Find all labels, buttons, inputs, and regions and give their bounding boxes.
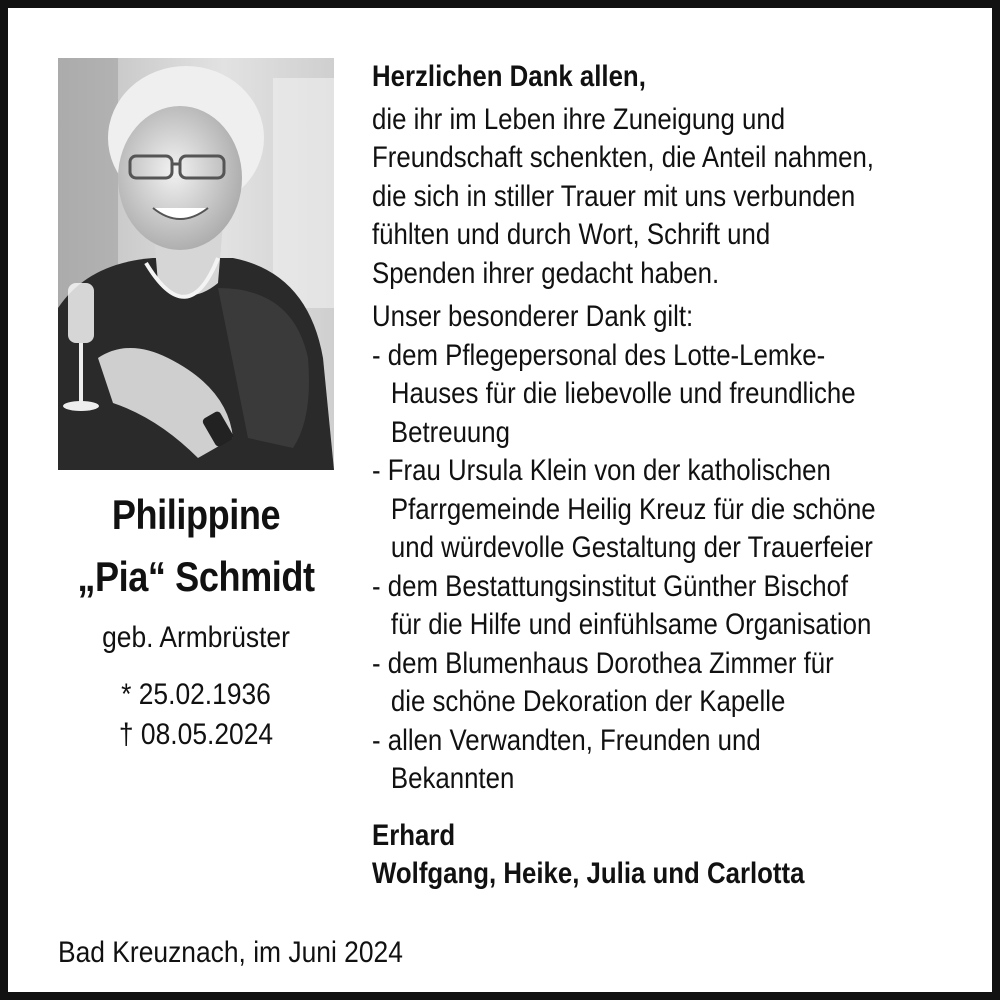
thanks-item-line: die schöne Dekoration der Kapelle [390,685,786,718]
birth-date: * 25.02.1936 [121,678,271,711]
intro-line: fühlten und durch Wort, Schrift und [372,218,771,251]
death-date: † 08.05.2024 [118,718,274,751]
birth-name: geb. Armbrüster [102,621,290,654]
thanks-item-line: - dem Blumenhaus Dorothea Zimmer für [372,646,834,680]
signature-line: Erhard [372,818,456,852]
portrait-photo-icon [58,58,334,470]
thanks-item-line: Bekannten [390,762,515,795]
thanks-item-line: - dem Bestattungsinstitut Günther Bischof [372,569,849,603]
thanks-item-line: - allen Verwandten, Freunden und [372,723,761,757]
deceased-first-name: Philippine [111,491,281,538]
deceased-nickname-surname: „Pia“ Schmidt [77,553,315,600]
portrait-photo [58,58,334,470]
intro-line: die sich in stiller Trauer mit uns verbunden [372,179,856,213]
thanks-text [372,58,982,894]
thanks-item-line: für die Hilfe und einfühlsame Organisation [390,608,872,641]
thanks-item-line: - Frau Ursula Klein von der katholischen [372,454,831,487]
special-thanks-heading: Unser besonderer Dank gilt: [372,300,694,333]
intro-line: Freundschaft schenkten, die Anteil nahmen, [372,141,874,174]
thanks-heading: Herzlichen Dank allen, [372,60,646,93]
signature-line: Wolfgang, Heike, Julia und Carlotta [372,857,805,890]
intro-line: Spenden ihrer gedacht haben. [372,256,720,290]
thanks-item-line: Hauses für die liebevolle und freundliche [390,377,856,410]
thanks-item-line: Betreuung [390,415,510,449]
intro-line: die ihr im Leben ihre Zuneigung und [372,102,786,136]
thanks-item-line: - dem Pflegepersonal des Lotte-Lemke- [372,338,826,372]
thanks-item-line: und würdevolle Gestaltung der Trauerfeier [390,531,873,564]
place-and-date: Bad Kreuznach, im Juni 2024 [58,936,403,969]
thanks-item-line: Pfarrgemeinde Heilig Kreuz für die schöne [390,492,876,526]
